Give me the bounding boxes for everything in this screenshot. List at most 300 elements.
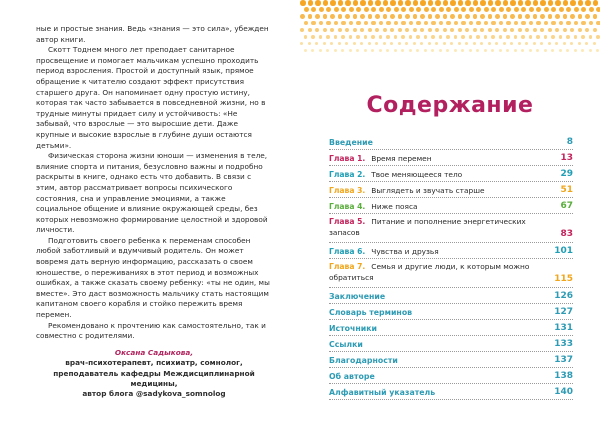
dot xyxy=(356,7,361,12)
chapter-title: Семья и другие люди, к которым можно обратиться xyxy=(329,262,530,282)
dot xyxy=(326,21,330,25)
dot xyxy=(574,7,579,12)
dot xyxy=(540,0,546,6)
dot xyxy=(349,21,353,25)
dot xyxy=(518,14,523,19)
dot xyxy=(360,28,364,32)
dot xyxy=(420,42,423,45)
dot xyxy=(555,14,560,19)
dot xyxy=(521,49,524,52)
dot xyxy=(446,35,450,39)
decorative-dot-pattern xyxy=(300,0,600,60)
dot-row xyxy=(300,28,600,34)
dot xyxy=(345,42,348,45)
dot xyxy=(529,21,533,25)
dot xyxy=(428,0,434,6)
dot xyxy=(548,28,552,32)
dot xyxy=(386,49,389,52)
toc-chapter-row[interactable] xyxy=(329,150,573,166)
dot xyxy=(439,49,442,52)
dot xyxy=(559,35,563,39)
dot xyxy=(566,21,570,25)
dot xyxy=(465,42,468,45)
dot xyxy=(311,21,315,25)
toc-entry-text xyxy=(329,154,553,163)
dot xyxy=(405,28,409,32)
dot xyxy=(491,35,495,39)
chapter-title: Время перемен xyxy=(371,153,432,163)
dot xyxy=(578,14,583,19)
toc-chapter-row[interactable] xyxy=(329,243,573,259)
page-number: 8 xyxy=(566,137,573,147)
dot xyxy=(450,0,456,6)
section-label: Введение xyxy=(329,137,373,147)
toc-entry-text xyxy=(329,372,553,381)
toc-section-row[interactable] xyxy=(329,368,573,384)
toc-section-row[interactable] xyxy=(329,352,573,368)
dot xyxy=(319,35,323,39)
dot xyxy=(401,49,404,52)
dot xyxy=(585,28,589,32)
dot xyxy=(330,28,334,32)
dot xyxy=(360,14,365,19)
dot xyxy=(458,28,462,32)
dot xyxy=(338,42,341,45)
dot xyxy=(469,21,473,25)
dot xyxy=(551,21,555,25)
dot xyxy=(461,7,466,12)
dot xyxy=(431,35,435,39)
dot xyxy=(461,21,465,25)
page-number: 127 xyxy=(554,307,573,317)
dot xyxy=(596,49,599,52)
dot xyxy=(506,7,511,12)
chapter-title: Выглядеть и звучать старше xyxy=(371,185,485,195)
dot xyxy=(559,7,564,12)
toc-entry-text xyxy=(329,388,553,397)
dot xyxy=(469,7,474,12)
dot xyxy=(585,14,590,19)
dot xyxy=(563,28,567,32)
section-label: Заключение xyxy=(329,291,386,301)
dot xyxy=(480,42,483,45)
dot xyxy=(323,28,327,32)
dot xyxy=(555,42,558,45)
dot xyxy=(353,0,359,6)
toc-entry-text xyxy=(329,308,553,317)
dot xyxy=(409,49,412,52)
dot xyxy=(349,49,352,52)
dot xyxy=(319,7,324,12)
toc-section-row[interactable] xyxy=(329,384,573,400)
dot xyxy=(443,0,449,6)
dot xyxy=(420,14,425,19)
dot xyxy=(435,28,439,32)
dot xyxy=(589,49,592,52)
dot xyxy=(413,14,418,19)
dot-row xyxy=(300,7,600,13)
dot xyxy=(330,14,335,19)
paragraph: ные и простые знания. Ведь «знания — это сила», убежден автор книги. xyxy=(36,24,269,44)
dot xyxy=(413,0,419,6)
dot xyxy=(341,35,345,39)
dot xyxy=(431,21,435,25)
dot xyxy=(398,14,403,19)
dot xyxy=(585,0,591,6)
toc-entry-text xyxy=(329,261,553,283)
dot xyxy=(364,49,367,52)
dot xyxy=(488,0,494,6)
dot xyxy=(503,0,509,6)
dot xyxy=(491,49,494,52)
dot xyxy=(589,21,593,25)
toc-entry-text xyxy=(329,356,553,365)
dot xyxy=(499,21,503,25)
dot xyxy=(308,14,313,19)
dot xyxy=(461,35,465,39)
dot xyxy=(544,21,548,25)
dot xyxy=(398,0,404,6)
dot xyxy=(454,21,458,25)
dot xyxy=(578,42,581,45)
toc-entry-text xyxy=(329,202,553,211)
toc-chapter-row[interactable] xyxy=(329,214,573,243)
dot xyxy=(364,7,369,12)
paragraph: Физическая сторона жизни юноши — изменения в теле, влияние спорта и питания, безусловно важны и подробно раскрыты в книге, однако есть что добавить. В связи с этим, автор рассматривает вопросы психического состояния, сна и управление эмоциями, а также социальное общение и влияние окружающей среды, без которых невозможно формирование целостной и здоровой личности. xyxy=(36,151,268,235)
dot-row xyxy=(300,42,600,48)
dot xyxy=(304,21,308,25)
dot xyxy=(566,49,569,52)
page-number: 133 xyxy=(554,339,573,349)
dot xyxy=(394,21,398,25)
dot xyxy=(581,21,585,25)
dot xyxy=(570,42,573,45)
dot xyxy=(443,28,447,32)
dot xyxy=(311,7,316,12)
dot xyxy=(304,49,307,52)
table-of-contents xyxy=(329,134,573,400)
dot xyxy=(446,21,450,25)
dot xyxy=(484,49,487,52)
dot xyxy=(413,28,417,32)
dot xyxy=(379,21,383,25)
dot xyxy=(413,42,416,45)
page-number: 101 xyxy=(554,246,573,256)
dot xyxy=(510,28,514,32)
dot xyxy=(510,0,516,6)
dot xyxy=(514,49,517,52)
dotted-separator xyxy=(329,399,573,400)
dot xyxy=(503,28,507,32)
chapter-label: Глава 2. xyxy=(329,169,366,179)
dot xyxy=(330,42,333,45)
dot xyxy=(551,7,556,12)
dot xyxy=(353,42,356,45)
section-label: Благодарности xyxy=(329,355,398,365)
left-page xyxy=(36,24,272,400)
dot-row xyxy=(300,49,600,55)
dot xyxy=(525,14,530,19)
dot xyxy=(506,35,510,39)
section-label: Об авторе xyxy=(329,371,375,381)
dot xyxy=(536,21,540,25)
dot xyxy=(304,35,308,39)
dot xyxy=(544,7,549,12)
dot xyxy=(518,28,522,32)
toc-section-row[interactable] xyxy=(329,304,573,320)
dot xyxy=(521,35,525,39)
dot xyxy=(476,49,479,52)
dot xyxy=(304,7,309,12)
dot xyxy=(593,0,599,6)
toc-chapter-row[interactable] xyxy=(329,182,573,198)
dot xyxy=(589,7,594,12)
dot xyxy=(495,28,499,32)
dot xyxy=(424,7,429,12)
dot xyxy=(596,35,600,39)
dot xyxy=(510,42,513,45)
dot xyxy=(315,28,319,32)
toc-entry-text xyxy=(329,138,553,147)
dot xyxy=(353,14,358,19)
dot xyxy=(548,0,554,6)
dot xyxy=(536,7,541,12)
dot xyxy=(345,14,350,19)
toc-chapter-row[interactable] xyxy=(329,259,573,288)
dot xyxy=(386,21,390,25)
dot xyxy=(563,0,569,6)
dot xyxy=(375,14,380,19)
dot xyxy=(570,0,576,6)
dot xyxy=(319,21,323,25)
paragraph: Скотт Тоднем много лет преподает санитарное просвещение и помогает мальчикам успешно проходить период взросления. Простой и доступный язык, прямое обращение к читателю создают эффект присутствия старшего друга. Он напоминает одну простую истину, которая так часто забывается в повседневной жизни, но в трудные минуты придает силу и устойчивость: «Не забывай, что взрослые — это выросшие дети. Даже крупные и высокие взрослые в глубине души остаются детьми». xyxy=(36,45,266,150)
dot xyxy=(484,21,488,25)
dot xyxy=(454,7,459,12)
dot xyxy=(416,7,421,12)
dot xyxy=(514,35,518,39)
dot xyxy=(559,21,563,25)
dot xyxy=(521,7,526,12)
dot xyxy=(356,49,359,52)
dot xyxy=(473,28,477,32)
page-number: 138 xyxy=(554,371,573,381)
dot xyxy=(383,0,389,6)
dot xyxy=(341,7,346,12)
dot xyxy=(544,35,548,39)
dot xyxy=(371,35,375,39)
dot xyxy=(345,0,351,6)
dot xyxy=(480,14,485,19)
dot xyxy=(364,21,368,25)
dot xyxy=(338,14,343,19)
dot xyxy=(443,42,446,45)
dot xyxy=(525,42,528,45)
dot xyxy=(585,42,588,45)
dot xyxy=(420,28,424,32)
dot xyxy=(431,49,434,52)
dot xyxy=(540,42,543,45)
dot xyxy=(424,21,428,25)
toc-entry-text xyxy=(329,186,553,195)
dot xyxy=(525,0,531,6)
dot xyxy=(330,0,336,6)
dot xyxy=(506,21,510,25)
chapter-title: Ниже пояса xyxy=(371,201,418,211)
dot xyxy=(326,35,330,39)
page-number: 115 xyxy=(554,274,573,284)
page-number: 67 xyxy=(560,201,573,211)
dot xyxy=(499,7,504,12)
page-number: 126 xyxy=(554,291,573,301)
signature-line: преподаватель кафедры Междисциплинарной медицины, xyxy=(53,368,255,389)
dot xyxy=(334,35,338,39)
dot xyxy=(533,14,538,19)
toc-entry-text xyxy=(329,247,553,256)
dot xyxy=(315,14,320,19)
toc-chapter-row[interactable] xyxy=(329,166,573,182)
dot xyxy=(420,0,426,6)
dot xyxy=(563,42,566,45)
dot xyxy=(469,49,472,52)
toc-section-row[interactable] xyxy=(329,134,573,150)
dot xyxy=(469,35,473,39)
dot xyxy=(338,28,342,32)
dot xyxy=(428,14,433,19)
dot xyxy=(484,35,488,39)
dot xyxy=(570,14,575,19)
chapter-label: Глава 7. xyxy=(329,262,366,271)
dot xyxy=(405,42,408,45)
dot xyxy=(341,21,345,25)
dot xyxy=(386,7,391,12)
dot xyxy=(349,7,354,12)
dot xyxy=(326,49,329,52)
page-number: 131 xyxy=(554,323,573,333)
dot xyxy=(503,42,506,45)
dot xyxy=(368,42,371,45)
page-number: 140 xyxy=(554,387,573,397)
dot xyxy=(529,7,534,12)
dot xyxy=(390,42,393,45)
dot xyxy=(394,49,397,52)
dot xyxy=(371,21,375,25)
dot xyxy=(345,28,349,32)
dot xyxy=(596,7,600,12)
chapter-label: Глава 4. xyxy=(329,201,366,211)
dot xyxy=(390,14,395,19)
dot xyxy=(450,42,453,45)
dot xyxy=(551,35,555,39)
dot xyxy=(416,21,420,25)
dot xyxy=(360,42,363,45)
toc-section-row[interactable] xyxy=(329,336,573,352)
dot xyxy=(300,42,303,45)
dot xyxy=(394,7,399,12)
dot xyxy=(398,28,402,32)
dot xyxy=(323,0,329,6)
dot xyxy=(446,7,451,12)
dot-row xyxy=(300,35,600,41)
dot xyxy=(581,49,584,52)
dot xyxy=(356,21,360,25)
dot xyxy=(589,35,593,39)
signature-name: Оксана Садыкова, xyxy=(114,347,194,357)
dot xyxy=(458,42,461,45)
dot xyxy=(308,28,312,32)
dot xyxy=(503,14,508,19)
dot xyxy=(405,0,411,6)
toc-section-row[interactable] xyxy=(329,288,573,304)
toc-entry-text xyxy=(329,324,553,333)
dot xyxy=(379,49,382,52)
toc-section-row[interactable] xyxy=(329,320,573,336)
dot xyxy=(476,21,480,25)
dot xyxy=(416,49,419,52)
dot xyxy=(308,0,314,6)
dot xyxy=(510,14,515,19)
toc-entry-text xyxy=(329,292,553,301)
toc-entry-text xyxy=(329,216,553,238)
dot xyxy=(383,28,387,32)
toc-chapter-row[interactable] xyxy=(329,198,573,214)
dot xyxy=(480,28,484,32)
dot xyxy=(536,35,540,39)
dot xyxy=(443,14,448,19)
dot xyxy=(435,42,438,45)
dot xyxy=(338,0,344,6)
dot xyxy=(521,21,525,25)
dot xyxy=(533,42,536,45)
dot-row xyxy=(300,0,600,6)
dot xyxy=(450,14,455,19)
chapter-label: Глава 5. xyxy=(329,217,366,226)
dot xyxy=(529,49,532,52)
dot xyxy=(360,0,366,6)
page-number: 13 xyxy=(560,153,573,163)
section-label: Алфавитный указатель xyxy=(329,387,436,397)
dot xyxy=(574,49,577,52)
dot xyxy=(473,42,476,45)
dot xyxy=(371,7,376,12)
chapter-label: Глава 1. xyxy=(329,153,366,163)
dot xyxy=(488,14,493,19)
dot xyxy=(559,49,562,52)
toc-title: Содержание xyxy=(366,93,534,118)
dot xyxy=(525,28,529,32)
dot xyxy=(435,0,441,6)
dot xyxy=(315,42,318,45)
section-label: Источники xyxy=(329,323,377,333)
dot xyxy=(341,49,344,52)
dot xyxy=(390,28,394,32)
dot xyxy=(563,14,568,19)
dot xyxy=(514,21,518,25)
dot xyxy=(439,7,444,12)
dot xyxy=(518,0,524,6)
dot xyxy=(578,0,584,6)
dot xyxy=(300,28,304,32)
dot xyxy=(473,0,479,6)
dot xyxy=(315,0,321,6)
dot xyxy=(375,28,379,32)
dot xyxy=(326,7,331,12)
dot xyxy=(495,0,501,6)
dot xyxy=(300,14,305,19)
signature xyxy=(36,348,272,400)
dot xyxy=(401,21,405,25)
dot xyxy=(540,28,544,32)
chapter-label: Глава 3. xyxy=(329,185,366,195)
